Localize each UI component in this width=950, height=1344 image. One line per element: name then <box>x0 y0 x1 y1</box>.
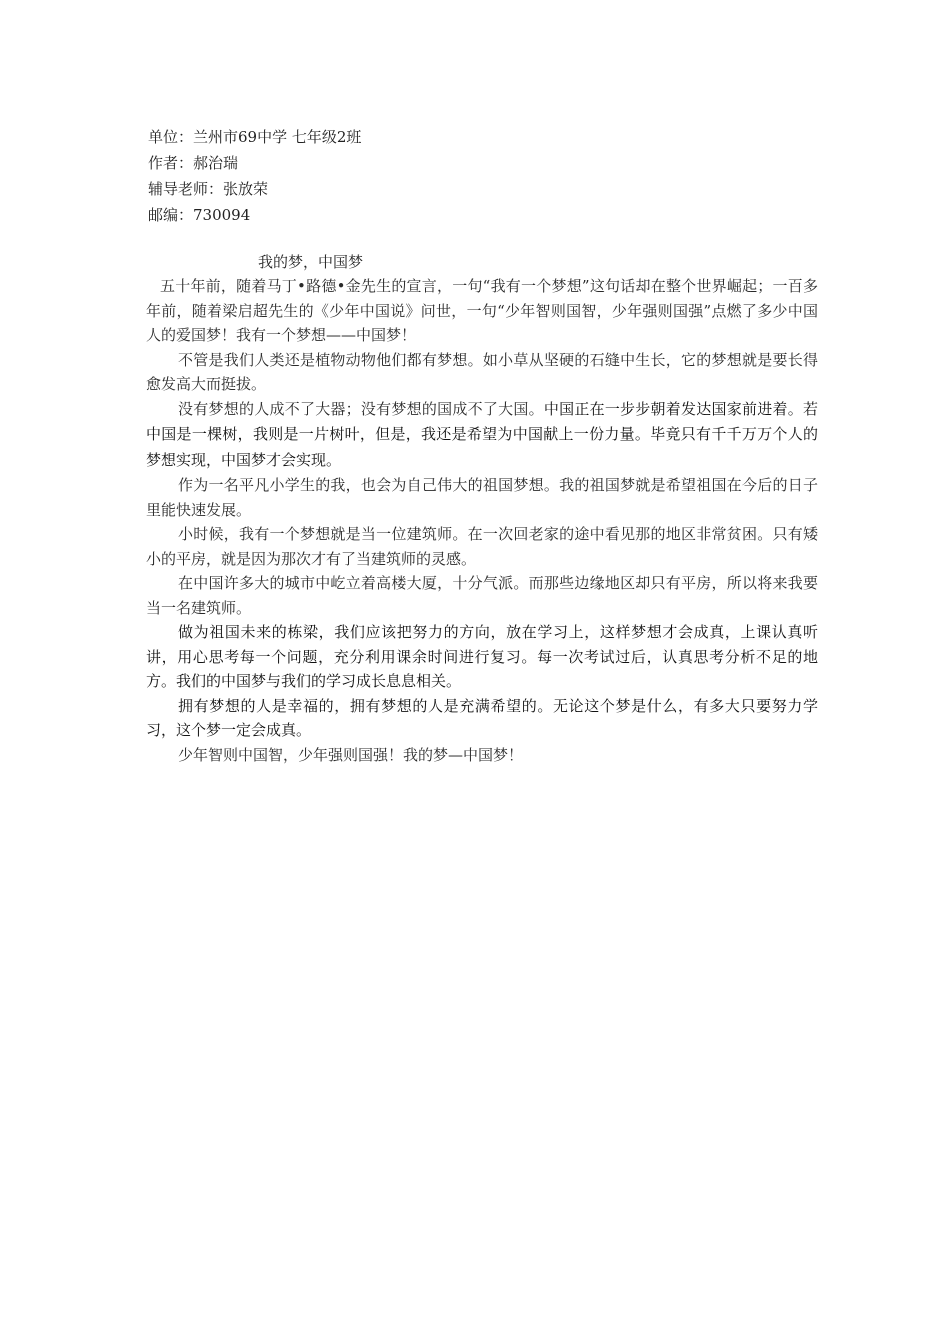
paragraph-3-part-2: 中国正在一步步朝着发达国家前进着。若中国是一棵树，我则是一片树叶，但是，我还是希望为中国献上一份力量。毕竟只有千千万万个人的梦想实现，中国梦才会实现。 <box>146 399 818 469</box>
paragraph-2: 不管是我们人类还是植物动物他们都有梦想。如小草从坚硬的石缝中生长，它的梦想就是要长得愈发高大而挺拔。 <box>146 350 818 393</box>
essay-body <box>146 274 818 767</box>
paragraph-6: 在中国许多大的城市中屹立着高楼大厦，十分气派。而那些边缘地区却只有平房，所以将来我要当一名建筑师。 <box>146 574 818 617</box>
postcode-line: 邮编：730094 <box>148 206 251 224</box>
author-info-block <box>148 124 361 228</box>
essay-title: 我的梦，中国梦 <box>258 253 364 271</box>
unit-line: 单位：兰州市69中学 七年级2班 <box>148 128 362 146</box>
paragraph-3-part-1: 没有梦想的人成不了大器；没有梦想的国成不了大国。 <box>178 399 544 418</box>
paragraph-5: 小时候，我有一个梦想就是当一位建筑师。在一次回老家的途中看见那的地区非常贫困。只有矮小的平房，就是因为那次才有了当建筑师的灵感。 <box>146 525 818 568</box>
paragraph-1: 五十年前，随着马丁•路德•金先生的宣言，一句“我有一个梦想”这句话却在整个世界崛起；一百多年前，随着梁启超先生的《少年中国说》问世，一句“少年智则国智，少年强则国强”点燃了多少中国人的爱国梦！我有一个梦想——中国梦！ <box>146 277 818 344</box>
author-line: 作者：郝治瑞 <box>148 154 239 172</box>
paragraph-9: 少年智则中国智，少年强则国强！我的梦—中国梦！ <box>178 745 524 764</box>
paragraph-8: 拥有梦想的人是幸福的，拥有梦想的人是充满希望的。无论这个梦是什么，有多大只要努力学习，这个梦一定会成真。 <box>146 696 818 739</box>
paragraph-7: 做为祖国未来的栋梁，我们应该把努力的方向，放在学习上，这样梦想才会成真，上课认真听讲，用心思考每一个问题，充分利用课余时间进行复习。每一次考试过后，认真思考分析不足的地方。我们的中国梦与我们的学习成长息息相关。 <box>146 623 818 690</box>
paragraph-3 <box>146 397 818 474</box>
paragraph-4: 作为一名平凡小学生的我，也会为自己伟大的祖国梦想。我的祖国梦就是希望祖国在今后的日子里能快速发展。 <box>146 476 818 519</box>
teacher-line: 辅导老师：张放荣 <box>148 180 269 198</box>
